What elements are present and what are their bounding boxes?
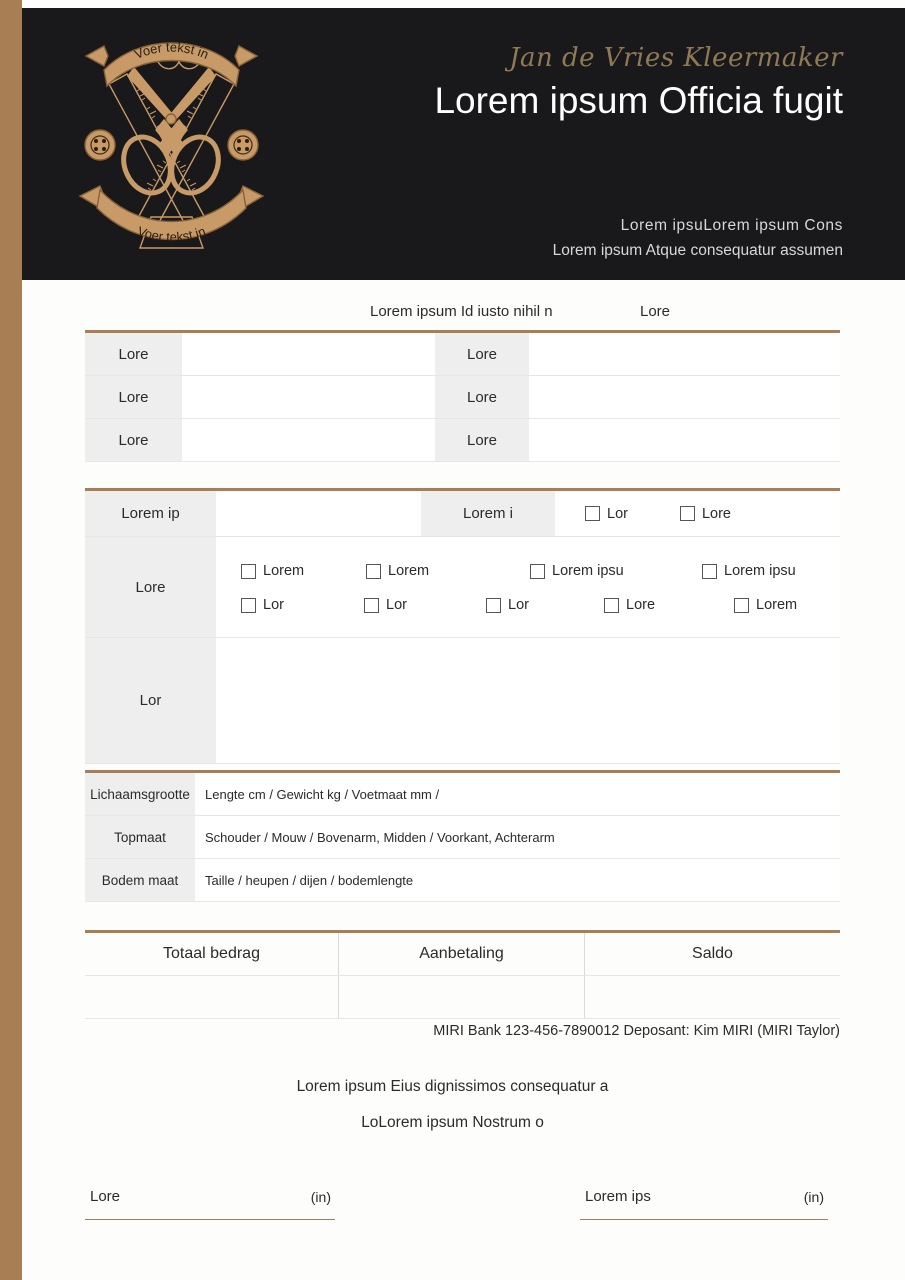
table-row bbox=[85, 491, 840, 537]
table1-column-headers bbox=[85, 303, 840, 327]
page-title: Lorem ipsum Officia fugit bbox=[434, 79, 843, 121]
logo-bottom-ribbon-text: Voer tekst in bbox=[135, 223, 208, 245]
measurement-value-bottom-size[interactable]: Taille / heupen / dijen / bodemlengte bbox=[195, 859, 840, 901]
measurement-label-body-size: Lichaamsgrootte bbox=[85, 773, 195, 815]
client-info-table bbox=[85, 330, 840, 462]
payment-field-total[interactable] bbox=[85, 976, 338, 1018]
table1-header-2: Lore bbox=[640, 303, 671, 320]
measurements-table bbox=[85, 770, 840, 902]
checkbox-label: Lorem ipsu bbox=[552, 563, 624, 579]
table1-row3-field2[interactable] bbox=[529, 419, 840, 461]
payment-header-balance: Saldo bbox=[692, 945, 733, 962]
checkbox-option[interactable] bbox=[734, 597, 797, 613]
checkbox-label: Lor bbox=[386, 597, 407, 613]
table2-row3-field[interactable] bbox=[216, 638, 840, 763]
table2-row1-label: Lorem ip bbox=[85, 491, 216, 536]
checkbox-option[interactable] bbox=[702, 563, 796, 579]
checkbox-box[interactable] bbox=[530, 564, 545, 579]
checkbox-box[interactable] bbox=[680, 506, 695, 521]
checkbox-box[interactable] bbox=[241, 598, 256, 613]
signature-left-mark: (in) bbox=[310, 1189, 331, 1205]
table-row bbox=[85, 859, 840, 902]
garment-options-table bbox=[85, 488, 840, 764]
checkbox-label: Lor bbox=[263, 597, 284, 613]
checkbox-option[interactable] bbox=[604, 597, 655, 613]
signature-field-right[interactable] bbox=[580, 1185, 828, 1220]
signature-right-label: Lorem ips bbox=[585, 1188, 651, 1205]
table2-row2-label: Lore bbox=[85, 537, 216, 637]
checkbox-box[interactable] bbox=[585, 506, 600, 521]
checkbox-label: Lore bbox=[701, 505, 731, 522]
checkbox-box[interactable] bbox=[604, 598, 619, 613]
table1-row1-field2[interactable] bbox=[529, 333, 840, 375]
table-row bbox=[85, 773, 840, 816]
table2-row1-mid-label: Lorem i bbox=[421, 491, 555, 536]
table-row bbox=[85, 638, 840, 764]
table1-row2-label1: Lore bbox=[85, 376, 182, 418]
payment-field-balance[interactable] bbox=[585, 976, 840, 1018]
tailor-logo bbox=[64, 20, 279, 260]
checkbox-option[interactable] bbox=[364, 597, 407, 613]
table1-row3-label2: Lore bbox=[435, 419, 529, 461]
table2-row3-label: Lor bbox=[85, 638, 216, 763]
payment-table-body bbox=[85, 975, 840, 1019]
checkbox-box[interactable] bbox=[486, 598, 501, 613]
header-subtitle-line-2: Lorem ipsum Atque consequatur assumen bbox=[552, 241, 843, 259]
payment-table-header bbox=[85, 933, 840, 975]
brand-name: Jan de Vries Kleermaker bbox=[509, 43, 843, 73]
checkbox-option[interactable] bbox=[585, 506, 628, 522]
table-row bbox=[85, 816, 840, 859]
checkbox-label: Lore bbox=[626, 597, 656, 613]
checkbox-option[interactable] bbox=[530, 563, 624, 579]
checkbox-box[interactable] bbox=[702, 564, 717, 579]
table2-row2-checkbox-grid bbox=[216, 537, 840, 637]
signature-left-label: Lore bbox=[90, 1188, 121, 1205]
checkbox-label: Lorem bbox=[756, 597, 798, 613]
logo-top-ribbon-text: Voer tekst in bbox=[132, 39, 211, 62]
checkbox-option[interactable] bbox=[366, 563, 429, 579]
table1-row3-field1[interactable] bbox=[182, 419, 435, 461]
table1-row1-label2: Lore bbox=[435, 333, 529, 375]
measurement-value-body-size[interactable]: Lengte cm / Gewicht kg / Voetmaat mm / bbox=[195, 773, 840, 815]
measurement-label-top-size: Topmaat bbox=[85, 816, 195, 858]
checkbox-label: Lorem bbox=[388, 563, 430, 579]
header-subtitle-group bbox=[553, 214, 843, 264]
measurement-label-bottom-size: Bodem maat bbox=[85, 859, 195, 901]
table-row bbox=[85, 333, 840, 376]
table1-row2-label2: Lore bbox=[435, 376, 529, 418]
table1-row1-label1: Lore bbox=[85, 333, 182, 375]
bank-details: MIRI Bank 123-456-7890012 Deposant: Kim MIRI (MIRI Taylor) bbox=[433, 1023, 840, 1039]
table1-row2-field2[interactable] bbox=[529, 376, 840, 418]
checkbox-label: Lorem bbox=[263, 563, 305, 579]
checkbox-box[interactable] bbox=[734, 598, 749, 613]
note-line-2: LoLorem ipsum Nostrum o bbox=[361, 1114, 544, 1131]
checkbox-option[interactable] bbox=[241, 563, 304, 579]
payment-header-downpayment: Aanbetaling bbox=[338, 933, 585, 975]
table1-row2-field1[interactable] bbox=[182, 376, 435, 418]
checkbox-option[interactable] bbox=[241, 597, 284, 613]
checkbox-label: Lor bbox=[508, 597, 529, 613]
checkbox-option[interactable] bbox=[680, 506, 731, 522]
table2-row1-field[interactable] bbox=[216, 491, 421, 536]
checkbox-box[interactable] bbox=[366, 564, 381, 579]
checkbox-box[interactable] bbox=[241, 564, 256, 579]
header-subtitle-line-1: Lorem ipsuLorem ipsum Cons bbox=[620, 217, 843, 234]
signature-right-mark: (in) bbox=[803, 1189, 824, 1205]
table-row bbox=[85, 537, 840, 638]
signature-field-left[interactable] bbox=[85, 1185, 335, 1220]
table2-row1-checkbox-group bbox=[555, 491, 840, 536]
checkbox-box[interactable] bbox=[364, 598, 379, 613]
checkbox-label: Lor bbox=[607, 505, 628, 522]
table-row bbox=[85, 376, 840, 419]
checkbox-label: Lorem ipsu bbox=[724, 563, 796, 579]
payment-table bbox=[85, 930, 840, 1019]
document-header bbox=[22, 8, 905, 280]
checkbox-option[interactable] bbox=[486, 597, 529, 613]
header-title-group bbox=[434, 44, 843, 123]
table1-row3-label1: Lore bbox=[85, 419, 182, 461]
payment-header-total: Totaal bedrag bbox=[163, 945, 260, 962]
note-line-1: Lorem ipsum Eius dignissimos consequatur a bbox=[296, 1078, 609, 1095]
table-row bbox=[85, 419, 840, 462]
table1-row1-field1[interactable] bbox=[182, 333, 435, 375]
table1-header-1: Lorem ipsum Id iusto nihil n bbox=[370, 303, 553, 320]
measurement-value-top-size[interactable]: Schouder / Mouw / Bovenarm, Midden / Voorkant, Achterarm bbox=[195, 816, 840, 858]
payment-field-downpayment[interactable] bbox=[338, 976, 585, 1018]
